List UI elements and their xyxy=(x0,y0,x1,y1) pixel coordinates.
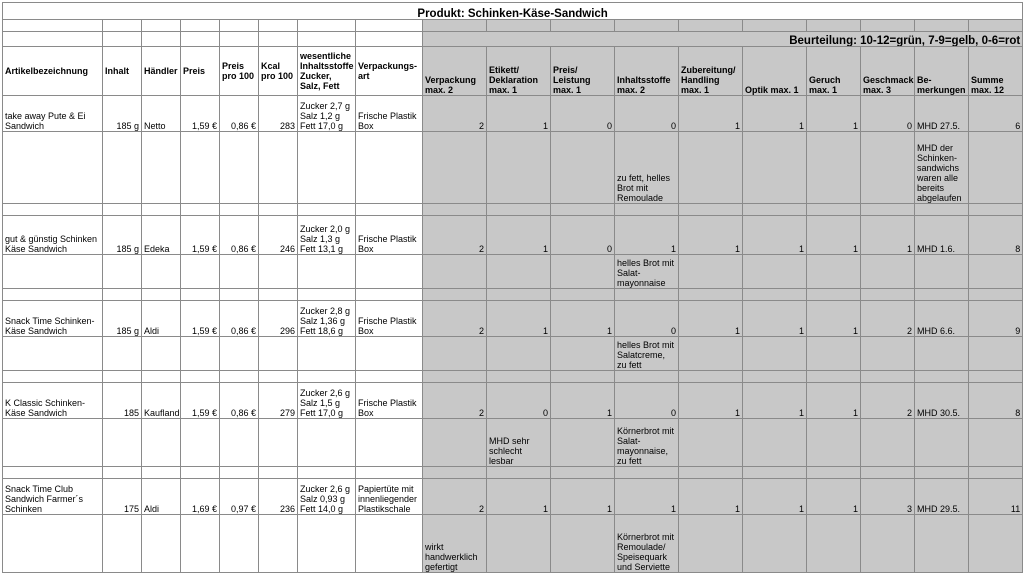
empty-cell xyxy=(356,337,423,371)
score-optik: 1 xyxy=(743,383,807,419)
empty-cell xyxy=(679,132,743,204)
empty-cell xyxy=(807,467,861,479)
empty-cell xyxy=(861,289,915,301)
score-geruch: 1 xyxy=(807,479,861,515)
beurteilung-legend: Beurteilung: 10-12=grün, 7-9=gelb, 0-6=rot xyxy=(423,32,1023,47)
empty-cell xyxy=(220,337,259,371)
empty-cell xyxy=(259,289,298,301)
score-optik: 1 xyxy=(743,479,807,515)
score-geschmack: 2 xyxy=(861,301,915,337)
note-etikett xyxy=(487,515,551,573)
empty-cell xyxy=(181,337,220,371)
inhaltsstoffe-werte: Zucker 2,0 g Salz 1,3 g Fett 13,1 g xyxy=(298,216,356,255)
inhalt: 185 g xyxy=(103,96,142,132)
preis: 1,59 € xyxy=(181,96,220,132)
empty-cell xyxy=(551,289,615,301)
header-geschmack: Geschmack max. 3 xyxy=(861,47,915,96)
score-geruch: 1 xyxy=(807,216,861,255)
bemerkungen: MHD 1.6. xyxy=(915,216,969,255)
score-verpackung: 2 xyxy=(423,301,487,337)
spacer-row xyxy=(3,371,1023,383)
score-preisleistung: 0 xyxy=(551,96,615,132)
score-inhaltsstoffe: 0 xyxy=(615,301,679,337)
empty-cell xyxy=(220,204,259,216)
empty-cell xyxy=(487,204,551,216)
empty-cell xyxy=(103,289,142,301)
header-verpackung: Verpackung max. 2 xyxy=(423,47,487,96)
score-geruch: 1 xyxy=(807,96,861,132)
empty-cell xyxy=(807,419,861,467)
note-verpackung xyxy=(423,419,487,467)
note-inhaltsstoffe: helles Brot mit Salatcreme, zu fett xyxy=(615,337,679,371)
empty-cell xyxy=(259,132,298,204)
empty-cell xyxy=(969,515,1023,573)
empty-cell xyxy=(142,371,181,383)
kcal-pro-100: 296 xyxy=(259,301,298,337)
empty-cell xyxy=(142,255,181,289)
kcal-pro-100: 246 xyxy=(259,216,298,255)
empty-cell xyxy=(220,515,259,573)
score-geschmack: 3 xyxy=(861,479,915,515)
empty-cell xyxy=(969,132,1023,204)
empty-cell xyxy=(356,132,423,204)
empty-cell xyxy=(423,467,487,479)
table-row xyxy=(3,96,1023,132)
score-etikett: 1 xyxy=(487,479,551,515)
empty-cell xyxy=(551,419,615,467)
spacer-row xyxy=(3,467,1023,479)
empty-cell xyxy=(807,255,861,289)
empty-cell xyxy=(861,467,915,479)
verpackungsart: Frische Plastik Box xyxy=(356,383,423,419)
header-artikel: Artikelbezeichnung xyxy=(3,47,103,96)
note-row xyxy=(3,255,1023,289)
table-row xyxy=(3,216,1023,255)
score-inhaltsstoffe: 0 xyxy=(615,96,679,132)
empty-cell xyxy=(298,515,356,573)
inhalt: 185 g xyxy=(103,301,142,337)
score-zubereitung: 1 xyxy=(679,301,743,337)
empty-cell xyxy=(743,467,807,479)
empty-cell xyxy=(3,204,103,216)
verpackungsart: Frische Plastik Box xyxy=(356,216,423,255)
empty-cell xyxy=(298,289,356,301)
empty-cell xyxy=(551,132,615,204)
empty-cell xyxy=(142,337,181,371)
empty-cell xyxy=(807,289,861,301)
score-geschmack: 0 xyxy=(861,96,915,132)
empty-cell xyxy=(259,371,298,383)
empty-cell xyxy=(861,419,915,467)
note-etikett: MHD sehr schlecht lesbar xyxy=(487,419,551,467)
empty-cell xyxy=(807,132,861,204)
inhaltsstoffe-werte: Zucker 2,7 g Salz 1,2 g Fett 17,0 g xyxy=(298,96,356,132)
summe: 9 xyxy=(969,301,1023,337)
empty-cell xyxy=(807,371,861,383)
header-zubereitung: Zubereitung/ Handling max. 1 xyxy=(679,47,743,96)
header-preis-leistung: Preis/ Leistung max. 1 xyxy=(551,47,615,96)
empty-cell xyxy=(356,515,423,573)
inhalt: 185 g xyxy=(103,216,142,255)
note-bemerkungen xyxy=(915,419,969,467)
preis: 1,59 € xyxy=(181,383,220,419)
score-geschmack: 2 xyxy=(861,383,915,419)
note-inhaltsstoffe: Körnerbrot mit Salat-mayonnaise, zu fett xyxy=(615,419,679,467)
empty-cell xyxy=(3,255,103,289)
score-etikett: 1 xyxy=(487,301,551,337)
empty-cell xyxy=(103,132,142,204)
header-haendler: Händler xyxy=(142,47,181,96)
empty-cell xyxy=(142,419,181,467)
empty-cell xyxy=(3,467,103,479)
header-etikett: Etikett/ Deklaration max. 1 xyxy=(487,47,551,96)
note-verpackung: wirkt handwerklich gefertigt xyxy=(423,515,487,573)
empty-cell xyxy=(3,371,103,383)
empty-cell xyxy=(915,204,969,216)
empty-cell xyxy=(103,419,142,467)
note-etikett xyxy=(487,255,551,289)
empty-cell xyxy=(3,419,103,467)
empty-cell xyxy=(142,515,181,573)
empty-cell xyxy=(298,204,356,216)
empty-cell xyxy=(356,204,423,216)
empty-cell xyxy=(743,515,807,573)
empty-cell xyxy=(679,204,743,216)
empty-cell xyxy=(181,515,220,573)
note-bemerkungen xyxy=(915,515,969,573)
haendler: Aldi xyxy=(142,479,181,515)
empty-cell xyxy=(259,337,298,371)
empty-cell xyxy=(969,337,1023,371)
empty-cell xyxy=(615,371,679,383)
empty-cell xyxy=(743,289,807,301)
score-geruch: 1 xyxy=(807,301,861,337)
empty-cell xyxy=(423,371,487,383)
header-verpackungsart: Verpackungs-art xyxy=(356,47,423,96)
empty-cell xyxy=(142,204,181,216)
empty-cell xyxy=(142,467,181,479)
artikel-name: Snack Time Club Sandwich Farmer´s Schinken xyxy=(3,479,103,515)
note-row xyxy=(3,337,1023,371)
preis: 1,59 € xyxy=(181,301,220,337)
spacer-row xyxy=(3,289,1023,301)
empty-cell xyxy=(3,289,103,301)
empty-cell xyxy=(551,515,615,573)
empty-cell xyxy=(103,337,142,371)
empty-cell xyxy=(142,289,181,301)
empty-cell xyxy=(615,204,679,216)
score-zubereitung: 1 xyxy=(679,96,743,132)
empty-cell xyxy=(220,289,259,301)
empty-cell xyxy=(487,467,551,479)
empty-cell xyxy=(679,515,743,573)
empty-cell xyxy=(551,467,615,479)
score-optik: 1 xyxy=(743,301,807,337)
inhalt: 185 xyxy=(103,383,142,419)
empty-cell xyxy=(3,132,103,204)
header-preis: Preis xyxy=(181,47,220,96)
empty-cell xyxy=(969,419,1023,467)
preis-pro-100: 0,97 € xyxy=(220,479,259,515)
haendler: Aldi xyxy=(142,301,181,337)
score-preisleistung: 1 xyxy=(551,301,615,337)
kcal-pro-100: 283 xyxy=(259,96,298,132)
header-bemerkungen: Be- merkungen xyxy=(915,47,969,96)
empty-cell xyxy=(356,467,423,479)
empty-cell xyxy=(861,337,915,371)
score-etikett: 1 xyxy=(487,216,551,255)
empty-cell xyxy=(220,132,259,204)
empty-cell xyxy=(969,371,1023,383)
table-row xyxy=(3,383,1023,419)
note-inhaltsstoffe: helles Brot mit Salat-mayonnaise xyxy=(615,255,679,289)
empty-cell xyxy=(615,467,679,479)
header-inhalt: Inhalt xyxy=(103,47,142,96)
score-zubereitung: 1 xyxy=(679,216,743,255)
empty-cell xyxy=(220,371,259,383)
bemerkungen: MHD 6.6. xyxy=(915,301,969,337)
header-geruch: Geruch max. 1 xyxy=(807,47,861,96)
empty-cell xyxy=(861,132,915,204)
note-row xyxy=(3,132,1023,204)
note-bemerkungen xyxy=(915,255,969,289)
summe: 11 xyxy=(969,479,1023,515)
score-etikett: 0 xyxy=(487,383,551,419)
empty-cell xyxy=(679,371,743,383)
header-kcal: Kcal pro 100 xyxy=(259,47,298,96)
empty-cell xyxy=(298,255,356,289)
empty-cell xyxy=(181,289,220,301)
empty-cell xyxy=(259,255,298,289)
note-etikett xyxy=(487,337,551,371)
spacer-row xyxy=(3,204,1023,216)
empty-cell xyxy=(423,289,487,301)
preis-pro-100: 0,86 € xyxy=(220,216,259,255)
empty-cell xyxy=(298,337,356,371)
haendler: Edeka xyxy=(142,216,181,255)
empty-cell xyxy=(259,204,298,216)
note-verpackung xyxy=(423,132,487,204)
empty-cell xyxy=(679,419,743,467)
inhaltsstoffe-werte: Zucker 2,6 g Salz 0,93 g Fett 14,0 g xyxy=(298,479,356,515)
score-verpackung: 2 xyxy=(423,479,487,515)
empty-cell xyxy=(969,289,1023,301)
score-inhaltsstoffe: 1 xyxy=(615,479,679,515)
preis-pro-100: 0,86 € xyxy=(220,96,259,132)
empty-cell xyxy=(743,255,807,289)
empty-cell xyxy=(142,132,181,204)
verpackungsart: Frische Plastik Box xyxy=(356,301,423,337)
score-inhaltsstoffe: 0 xyxy=(615,383,679,419)
score-geschmack: 1 xyxy=(861,216,915,255)
empty-cell xyxy=(181,132,220,204)
empty-cell xyxy=(551,204,615,216)
empty-cell xyxy=(356,255,423,289)
header-inhaltsstoffe-werte: wesentliche Inhaltsstoffe Zucker, Salz, Fett xyxy=(298,47,356,96)
empty-cell xyxy=(103,204,142,216)
empty-cell xyxy=(356,289,423,301)
empty-cell xyxy=(551,371,615,383)
empty-cell xyxy=(423,204,487,216)
empty-cell xyxy=(356,371,423,383)
preis: 1,69 € xyxy=(181,479,220,515)
preis-pro-100: 0,86 € xyxy=(220,383,259,419)
note-inhaltsstoffe: zu fett, helles Brot mit Remoulade xyxy=(615,132,679,204)
score-zubereitung: 1 xyxy=(679,479,743,515)
empty-cell xyxy=(3,515,103,573)
score-preisleistung: 0 xyxy=(551,216,615,255)
empty-cell xyxy=(915,371,969,383)
empty-cell xyxy=(181,204,220,216)
kcal-pro-100: 279 xyxy=(259,383,298,419)
kcal-pro-100: 236 xyxy=(259,479,298,515)
empty-cell xyxy=(298,371,356,383)
empty-cell xyxy=(487,371,551,383)
empty-cell xyxy=(220,467,259,479)
empty-cell xyxy=(679,255,743,289)
note-etikett xyxy=(487,132,551,204)
empty-cell xyxy=(103,371,142,383)
preis-pro-100: 0,86 € xyxy=(220,301,259,337)
summe: 8 xyxy=(969,383,1023,419)
empty-cell xyxy=(969,204,1023,216)
empty-cell xyxy=(807,204,861,216)
empty-cell xyxy=(103,255,142,289)
score-geruch: 1 xyxy=(807,383,861,419)
score-preisleistung: 1 xyxy=(551,479,615,515)
note-row xyxy=(3,419,1023,467)
header-inhaltsstoffe: Inhaltsstoffe max. 2 xyxy=(615,47,679,96)
empty-cell xyxy=(181,467,220,479)
header-summe: Summe max. 12 xyxy=(969,47,1023,96)
empty-cell xyxy=(103,467,142,479)
inhalt: 175 xyxy=(103,479,142,515)
empty-cell xyxy=(298,467,356,479)
empty-cell xyxy=(915,467,969,479)
score-inhaltsstoffe: 1 xyxy=(615,216,679,255)
empty-cell xyxy=(615,289,679,301)
score-zubereitung: 1 xyxy=(679,383,743,419)
empty-cell xyxy=(743,371,807,383)
empty-cell xyxy=(259,515,298,573)
empty-cell xyxy=(103,515,142,573)
empty-cell xyxy=(298,132,356,204)
empty-cell xyxy=(807,515,861,573)
note-verpackung xyxy=(423,255,487,289)
preis: 1,59 € xyxy=(181,216,220,255)
inhaltsstoffe-werte: Zucker 2,6 g Salz 1,5 g Fett 17,0 g xyxy=(298,383,356,419)
score-optik: 1 xyxy=(743,216,807,255)
empty-cell xyxy=(807,337,861,371)
artikel-name: K Classic Schinken-Käse Sandwich xyxy=(3,383,103,419)
note-verpackung xyxy=(423,337,487,371)
table-row xyxy=(3,301,1023,337)
empty-cell xyxy=(551,337,615,371)
empty-cell xyxy=(551,255,615,289)
spreadsheet-table xyxy=(2,2,1023,573)
verpackungsart: Papiertüte mit innenliegender Plastikschale xyxy=(356,479,423,515)
haendler: Netto xyxy=(142,96,181,132)
sheet-title: Produkt: Schinken-Käse-Sandwich xyxy=(3,3,1023,20)
empty-cell xyxy=(259,419,298,467)
empty-cell xyxy=(220,255,259,289)
empty-cell xyxy=(3,337,103,371)
verpackungsart: Frische Plastik Box xyxy=(356,96,423,132)
empty-cell xyxy=(915,289,969,301)
artikel-name: take away Pute & Ei Sandwich xyxy=(3,96,103,132)
empty-cell xyxy=(220,419,259,467)
header-optik: Optik max. 1 xyxy=(743,47,807,96)
empty-cell xyxy=(861,515,915,573)
score-optik: 1 xyxy=(743,96,807,132)
empty-cell xyxy=(181,419,220,467)
note-inhaltsstoffe: Körnerbrot mit Remoulade/ Speisequark und Serviette xyxy=(615,515,679,573)
empty-cell xyxy=(181,371,220,383)
empty-cell xyxy=(679,289,743,301)
score-verpackung: 2 xyxy=(423,96,487,132)
score-etikett: 1 xyxy=(487,96,551,132)
empty-cell xyxy=(356,419,423,467)
empty-cell xyxy=(743,204,807,216)
empty-cell xyxy=(743,132,807,204)
score-verpackung: 2 xyxy=(423,383,487,419)
header-preis-100: Preis pro 100 xyxy=(220,47,259,96)
empty-cell xyxy=(743,419,807,467)
note-bemerkungen: MHD der Schinken-sandwichs waren alle bereits abgelaufen xyxy=(915,132,969,204)
artikel-name: gut & günstig Schinken Käse Sandwich xyxy=(3,216,103,255)
haendler: Kaufland xyxy=(142,383,181,419)
empty-cell xyxy=(969,255,1023,289)
empty-cell xyxy=(861,204,915,216)
table-row xyxy=(3,479,1023,515)
empty-cell xyxy=(181,255,220,289)
bemerkungen: MHD 29.5. xyxy=(915,479,969,515)
empty-cell xyxy=(743,337,807,371)
bemerkungen: MHD 30.5. xyxy=(915,383,969,419)
summe: 8 xyxy=(969,216,1023,255)
empty-cell xyxy=(861,255,915,289)
score-verpackung: 2 xyxy=(423,216,487,255)
empty-cell xyxy=(487,289,551,301)
artikel-name: Snack Time Schinken-Käse Sandwich xyxy=(3,301,103,337)
note-bemerkungen xyxy=(915,337,969,371)
empty-cell xyxy=(298,419,356,467)
score-preisleistung: 1 xyxy=(551,383,615,419)
empty-cell xyxy=(259,467,298,479)
empty-cell xyxy=(861,371,915,383)
inhaltsstoffe-werte: Zucker 2,8 g Salz 1,36 g Fett 18,6 g xyxy=(298,301,356,337)
empty-cell xyxy=(679,467,743,479)
note-row xyxy=(3,515,1023,573)
empty-cell xyxy=(969,467,1023,479)
empty-cell xyxy=(679,337,743,371)
summe: 6 xyxy=(969,96,1023,132)
bemerkungen: MHD 27.5. xyxy=(915,96,969,132)
